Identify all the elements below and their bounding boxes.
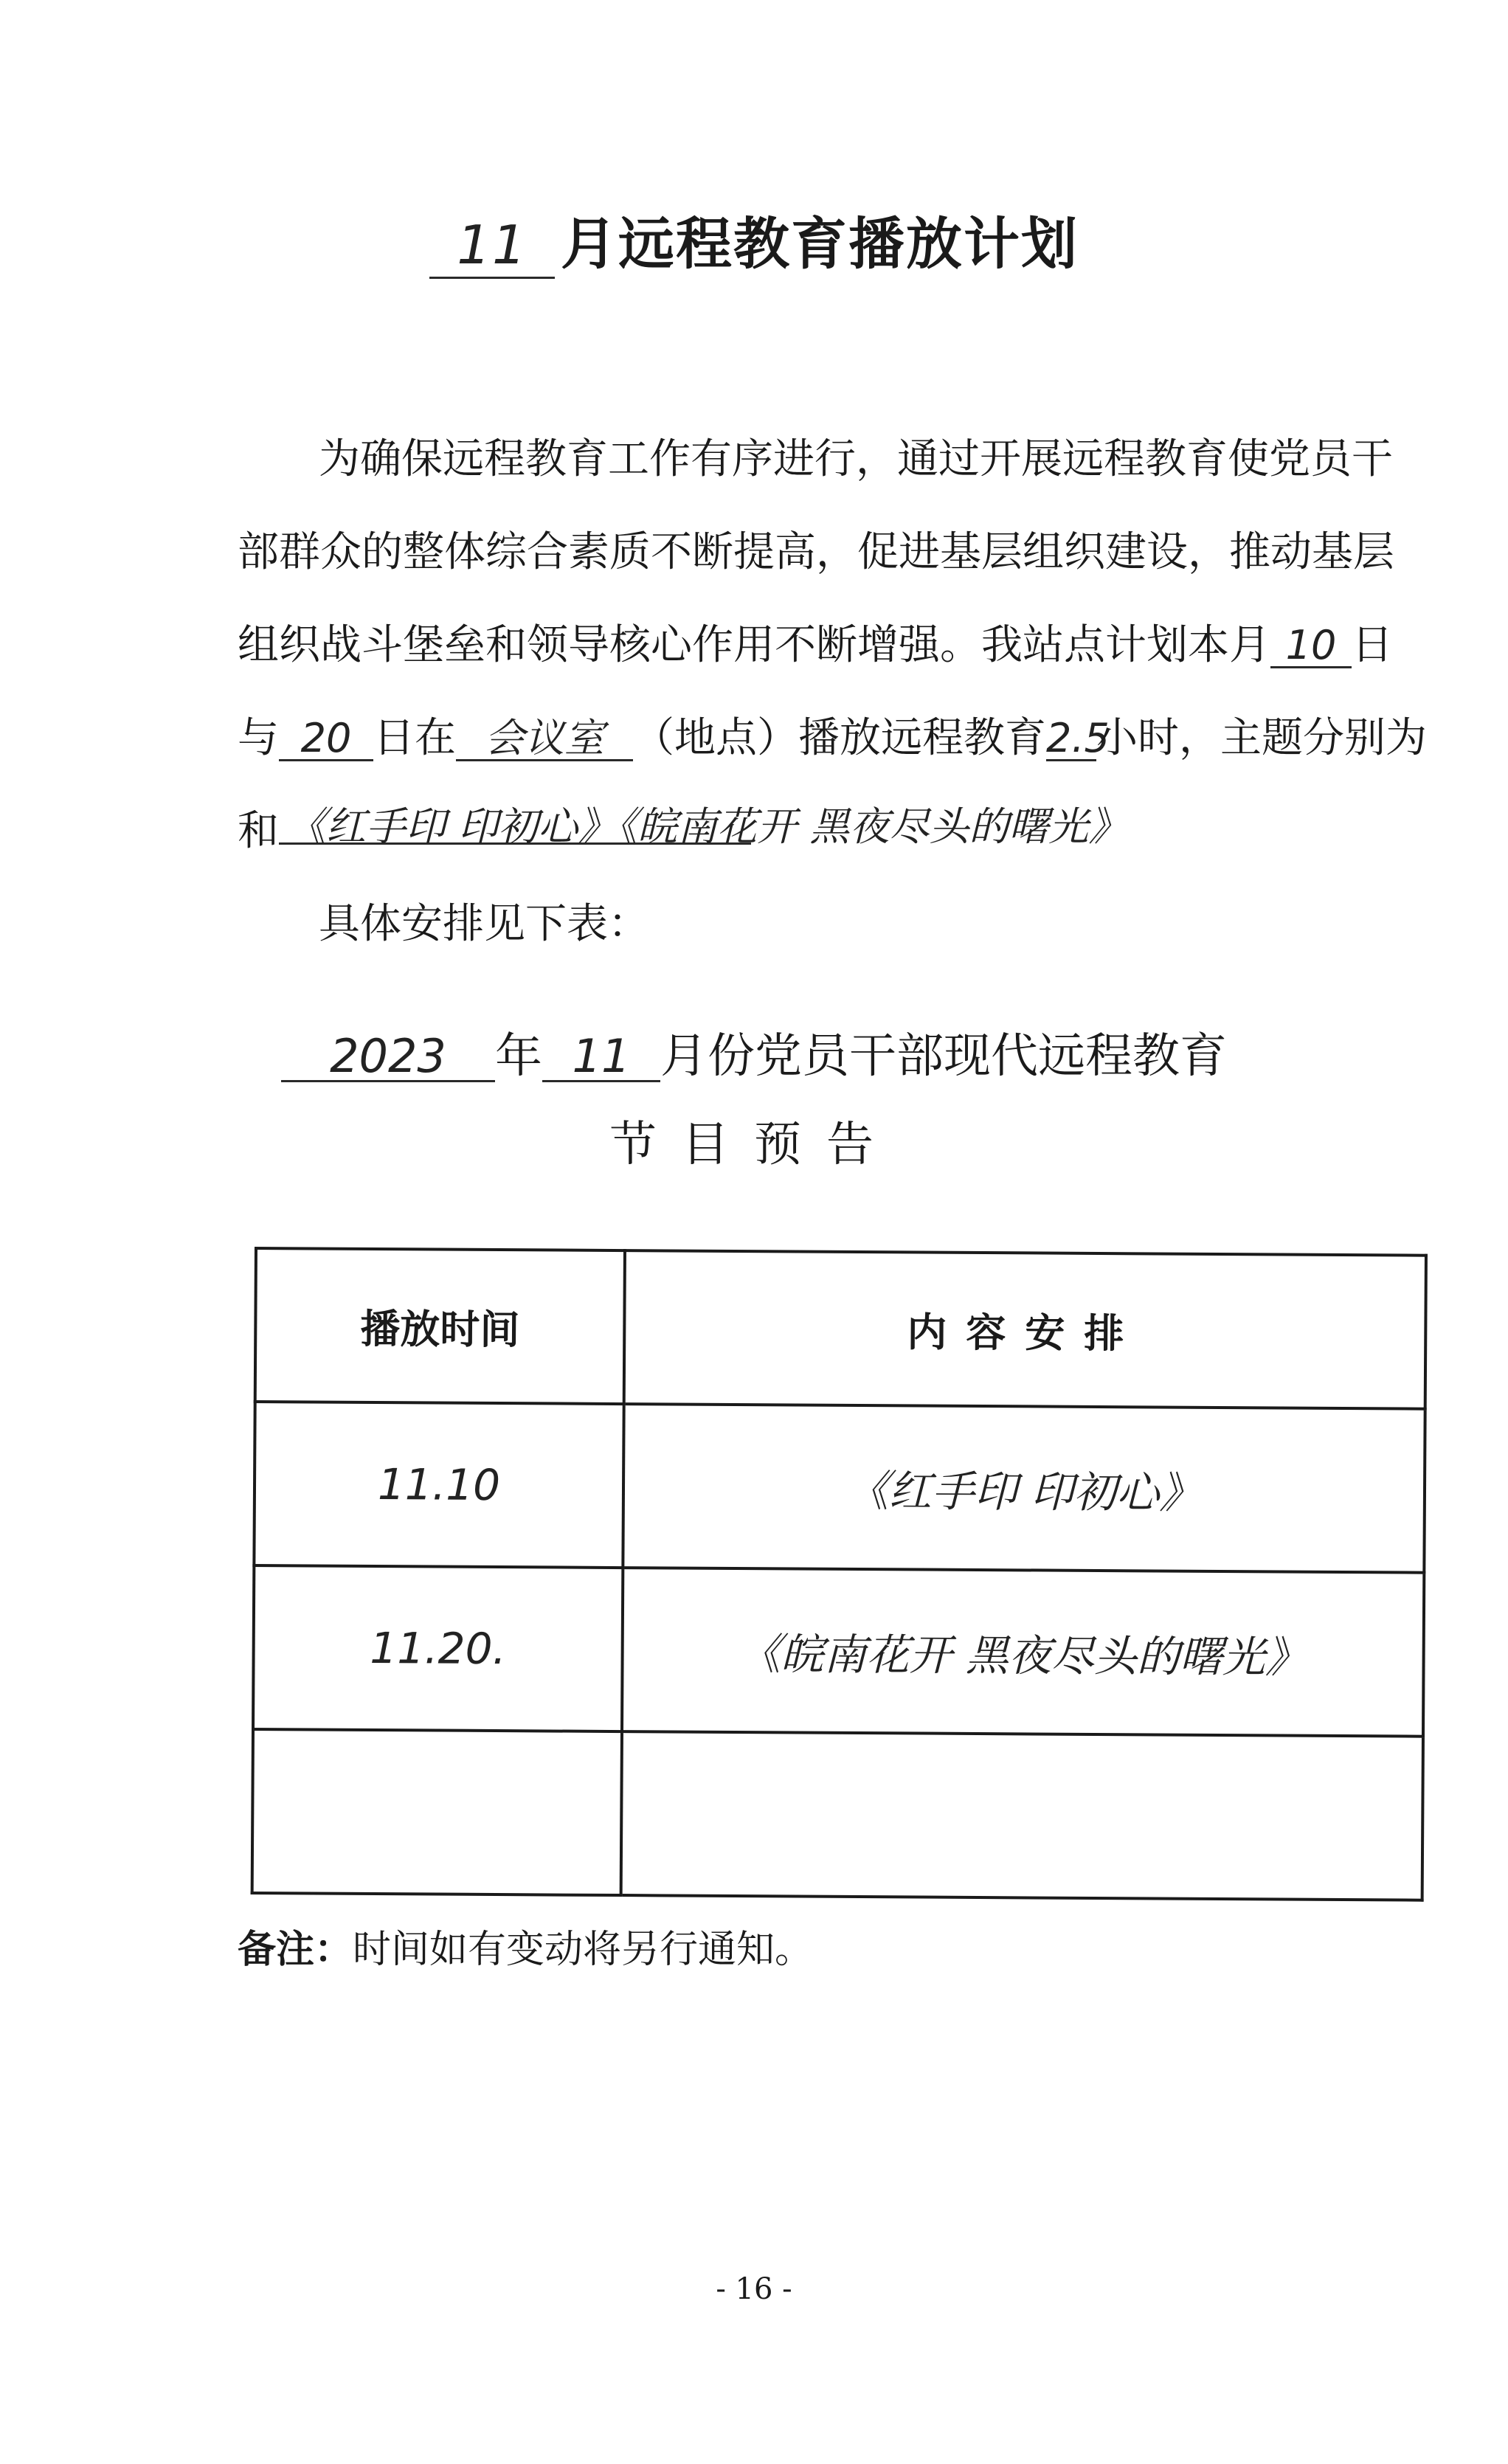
paragraph-line-4-text-c: （地点）播放远程教育	[633, 714, 1046, 762]
footnote-label: 备注：	[238, 1928, 353, 1972]
table-header-row	[255, 1248, 1426, 1409]
table-row	[252, 1729, 1423, 1900]
schedule-heading-text: 月份党员干部现代远程教育	[660, 1029, 1227, 1084]
header-time: 播放时间	[255, 1248, 625, 1404]
paragraph-line-5	[238, 785, 1129, 878]
footnote-text: 时间如有变动将另行通知。	[353, 1928, 814, 1972]
schedule-table	[251, 1247, 1428, 1902]
header-content: 内容安排	[624, 1250, 1426, 1409]
footnote	[238, 1918, 813, 1973]
page-number: - 16 -	[716, 2272, 792, 2306]
schedule-month-blank	[542, 1029, 660, 1083]
row2-content: 《皖南花开 黑夜尽头的曙光》	[738, 1629, 1309, 1683]
paragraph-line-2: 部群众的整体综合素质不断提高，促进基层组织建设，推动基层	[238, 528, 1394, 576]
table-cell-content	[623, 1404, 1425, 1573]
hours-handwritten: 2.5	[1046, 715, 1110, 761]
place-blank	[456, 715, 633, 761]
title-text: 月远程教育播放计划	[561, 211, 1079, 277]
day1-blank	[1270, 622, 1352, 668]
paragraph-line-3	[238, 599, 1393, 692]
hours-blank	[1046, 715, 1110, 761]
paragraph-line-3-suffix: 日	[1352, 621, 1393, 669]
document-title	[0, 199, 1508, 280]
topics-handwritten: 《红手印 印初心》《皖南花开 黑夜尽头的曙光》	[286, 803, 1129, 850]
table-cell-time	[252, 1729, 622, 1895]
year-suffix: 年	[495, 1029, 542, 1084]
paragraph-line-4	[238, 692, 1427, 785]
year-handwritten: 2023	[330, 1029, 446, 1083]
table-cell-content	[621, 1731, 1423, 1900]
paragraph-line-6: 具体安排见下表：	[319, 900, 649, 948]
year-blank	[281, 1029, 495, 1083]
paragraph-line-1: 为确保远程教育工作有序进行，通过开展远程教育使党员干	[319, 435, 1393, 483]
paragraph-line-5-prefix: 和	[238, 807, 279, 855]
table-row	[253, 1565, 1424, 1737]
table-cell-content	[622, 1568, 1424, 1737]
schedule-heading	[0, 1018, 1508, 1086]
day2-blank	[279, 715, 373, 761]
place-handwritten: 会议室	[485, 715, 604, 761]
paragraph-line-4-prefix: 与	[238, 714, 279, 762]
table-cell-time	[253, 1565, 623, 1731]
schedule-subheading: 节目预告	[609, 1118, 899, 1172]
title-month-blank	[429, 216, 555, 279]
day2-handwritten: 20	[300, 715, 352, 761]
table-cell-time	[254, 1402, 623, 1568]
paragraph-line-3-text: 组织战斗堡垒和领导核心作用不断增强。我站点计划本月	[238, 621, 1270, 669]
row2-time: 11.20.	[370, 1622, 507, 1675]
day1-handwritten: 10	[1285, 622, 1337, 668]
table-row	[254, 1402, 1425, 1573]
row1-content: 《红手印 印初心》	[845, 1465, 1203, 1518]
paragraph-line-4-text-d: 小时，主题分别为	[1096, 714, 1427, 762]
paragraph-line-4-text-b: 日在	[373, 714, 456, 762]
title-month-handwritten: 11	[457, 214, 528, 276]
row1-time: 11.10	[377, 1459, 501, 1511]
schedule-month-handwritten: 11	[572, 1029, 631, 1083]
